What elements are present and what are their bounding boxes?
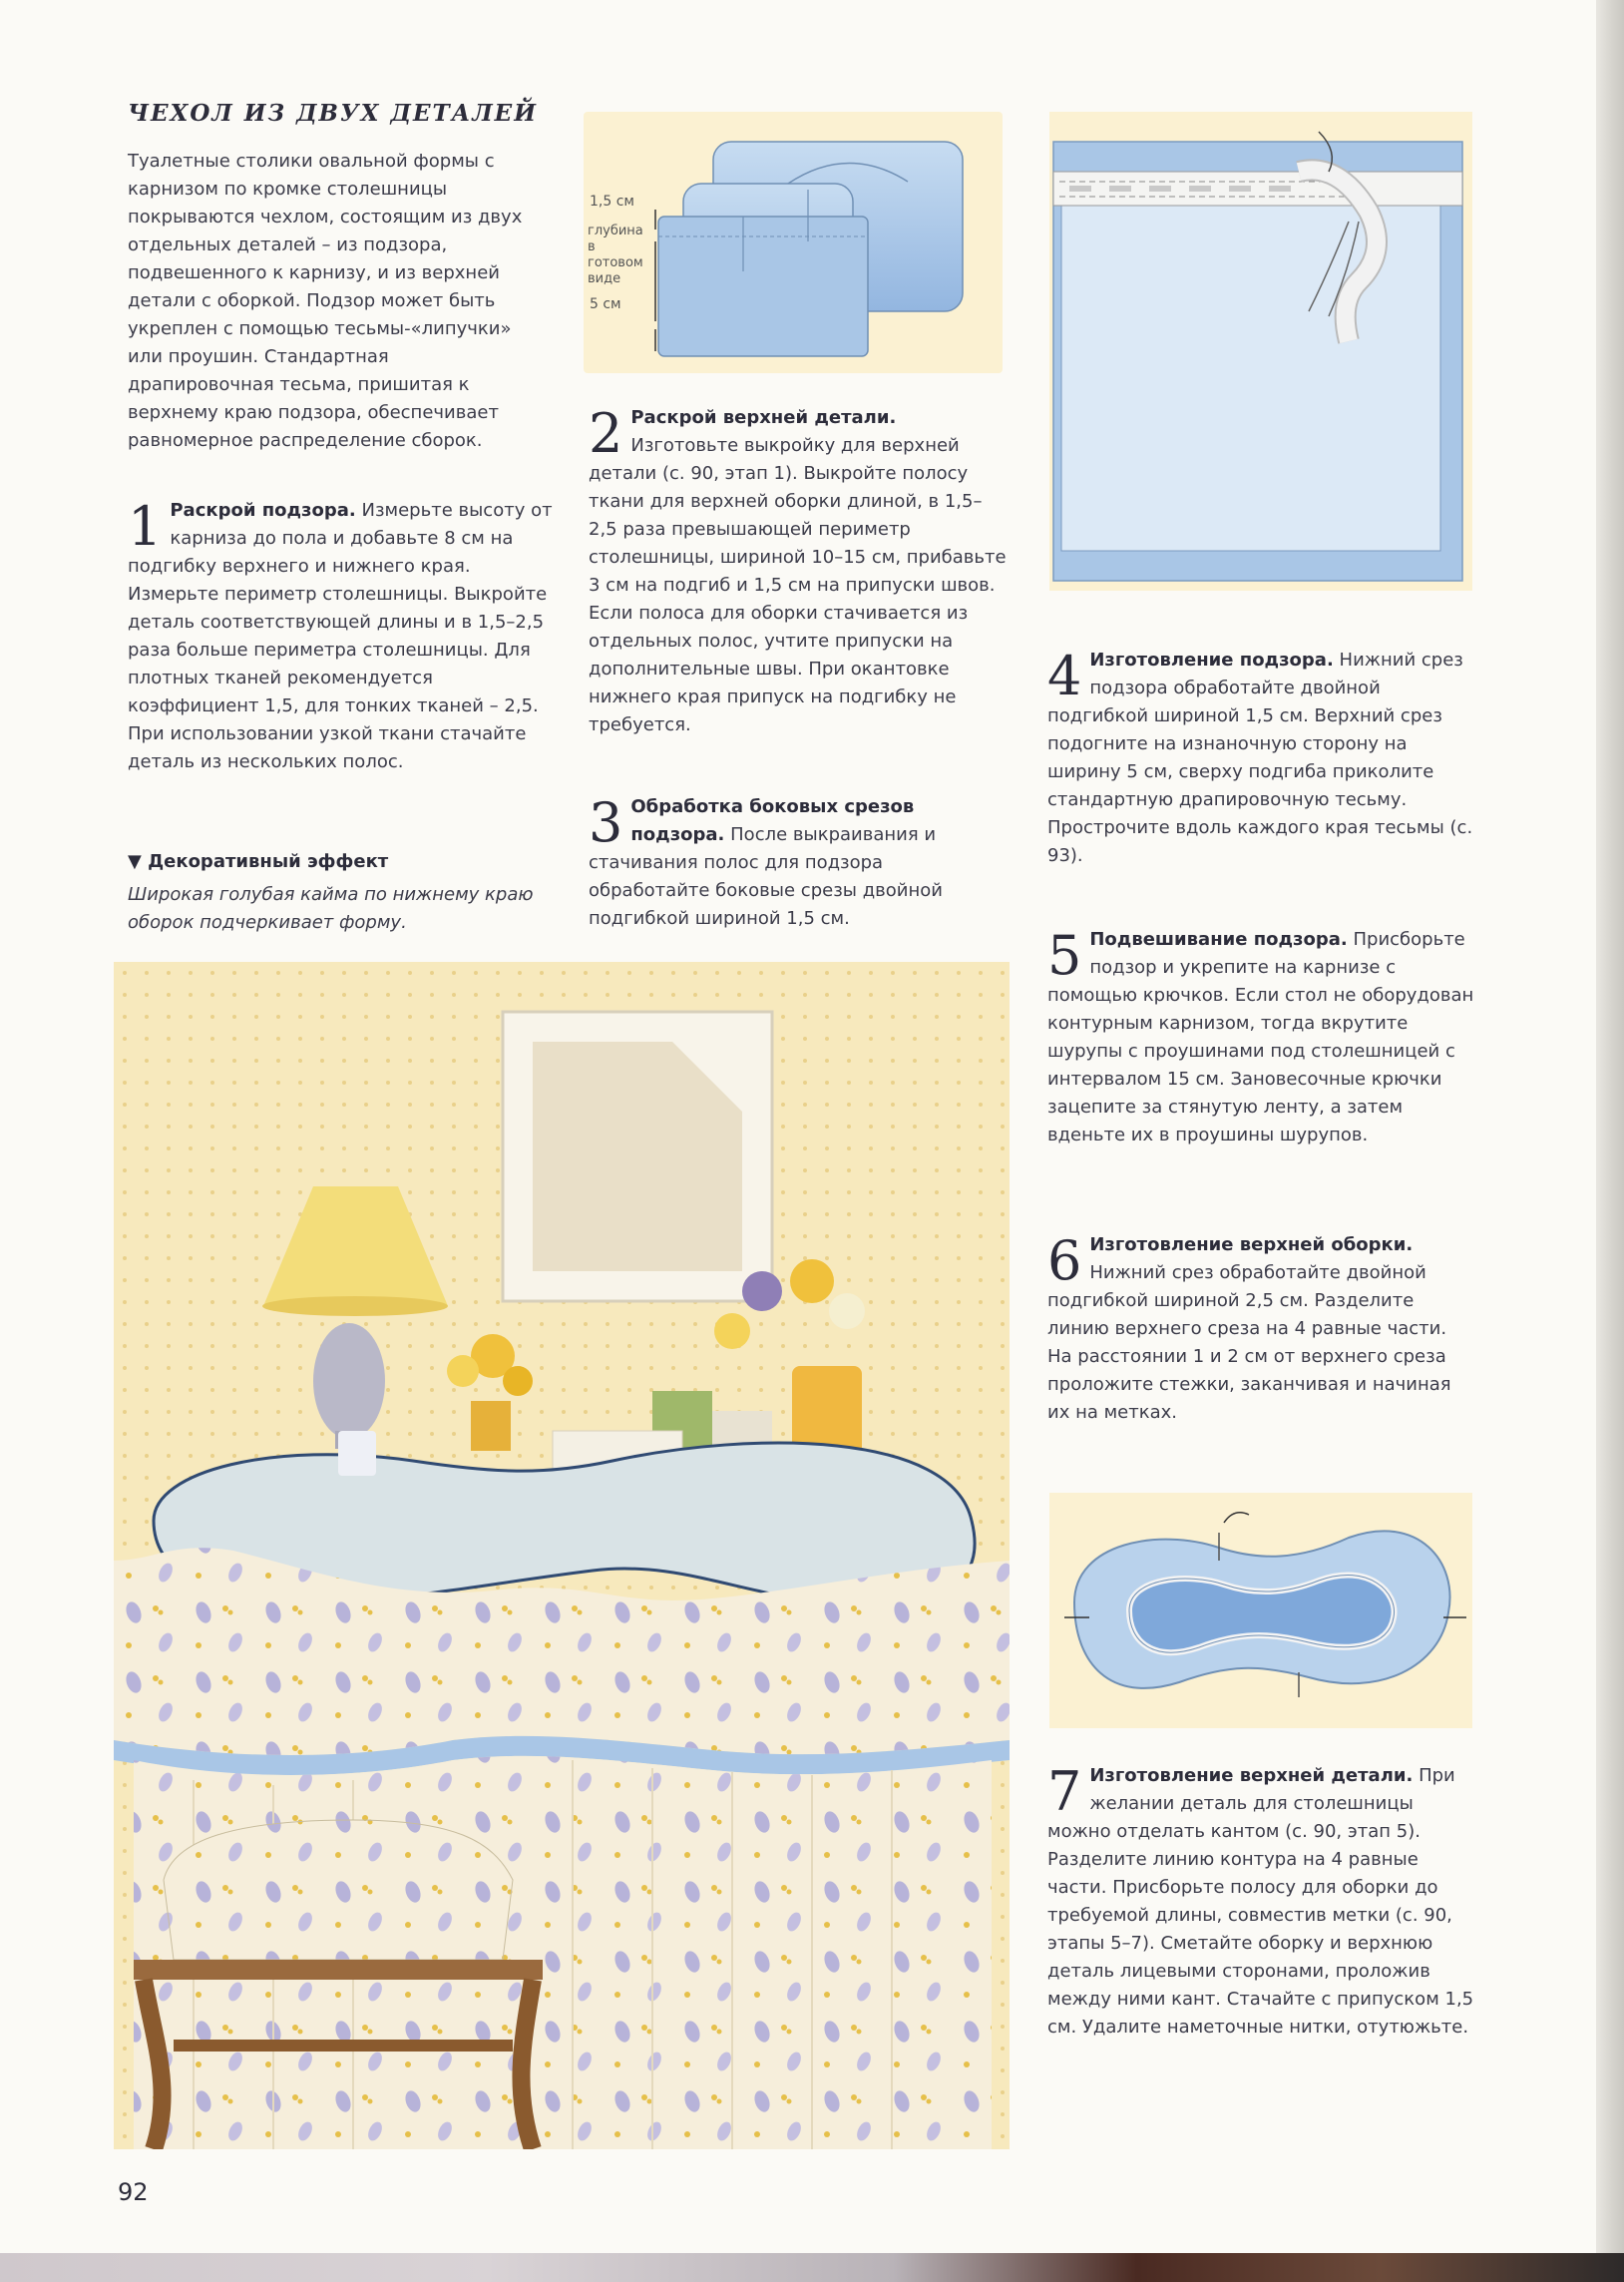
page-number: 92 [118, 2178, 149, 2206]
step-1 [128, 497, 559, 776]
label-1-5cm: 1,5 см [590, 194, 634, 210]
step-5-text: Присборьте подзор и укрепите на карнизе с помощью крючков. Если стол не оборудован контурным карнизом, тогда вкрутите шурупы с проушинами под столешницей с интервалом 15 см. Зановесочные крючки зацепите за стянутую ленту, а затем вденьте их в проушины шурупов. [1047, 929, 1474, 1145]
intro-text: Туалетные столики овальной формы с карнизом по кромке столешницы покрываются чехлом, состоящим из двух отдельных деталей – из подзора, подвешенного к карнизу, и из верхней детали с оборкой. Подзор может быть укреплен с помощью тесьмы-«липучки» или проушин. Стандартная драпировочная тесьма, пришитая к верхнему краю подзора, обеспечивает равномерное распределение сборок. [128, 151, 523, 451]
heading-tape-drawing [1049, 112, 1472, 591]
step-2-number: 2 [589, 402, 623, 465]
step-7-text: При желании деталь для столешницы можно отделать кантом (с. 90, этап 5). Разделите линию контура на 4 равные части. Присборьте полосу для оборки до требуемой длины, совместив метки (с. 90, этапы 5–7). Сметайте оборку и верхнюю деталь лицевыми сторонами, проложив между ними кант. Стачайте с припуском 1,5 см. Удалите наметочные нитки, отутюжьте. [1047, 1765, 1474, 2038]
scan-edge [0, 2253, 1624, 2282]
step-3-number: 3 [589, 791, 623, 854]
step-4-text: Нижний срез подзора обработайте двойной подгибкой шириной 1,5 см. Верхний срез подогните на изнаночную сторону на ширину 5 см, сверху подгиба приколите стандартную драпировочную тесьму. Прострочите вдоль каждого края тесьмы (с. 93). [1047, 650, 1473, 866]
step-4-title: Изготовление подзора. [1089, 650, 1334, 671]
step-6 [1047, 1231, 1476, 1427]
label-depth: глубина в готовом виде [588, 224, 643, 286]
top-ruffle-drawing [1049, 1493, 1472, 1728]
dressing-table-photo-drawing [114, 962, 1010, 2149]
book-spine [1596, 0, 1624, 2282]
step-7-number: 7 [1047, 1760, 1082, 1823]
step-1-text: Измерьте высоту от карниза до пола и добавьте 8 см на подгибку верхнего и нижнего края. Измерьте периметр столешницы. Выкройте деталь соответствующей длины и в 1,5–2,5 раза больше периметра столешницы. Для плотных тканей рекомендуется коэффициент 1,5, для тонких тканей – 2,5. При использовании узкой ткани стачайте деталь из нескольких полос. [128, 500, 553, 772]
step-7 [1047, 1762, 1476, 2042]
step-6-number: 6 [1047, 1229, 1082, 1292]
step-2-title: Раскрой верхней детали. [630, 407, 897, 428]
diagram-heading-tape [1049, 112, 1472, 591]
dressing-table-photo [114, 962, 1010, 2149]
caption-title: ▼ Декоративный эффект [128, 851, 389, 872]
step-5-title: Подвешивание подзора. [1089, 929, 1348, 950]
diagram-panel-fold [584, 112, 1003, 373]
step-5-number: 5 [1047, 924, 1082, 987]
diagram-top-with-ruffle [1049, 1493, 1472, 1728]
step-1-title: Раскрой подзора. [170, 500, 356, 521]
step-6-text: Нижний срез обработайте двойной подгибкой шириной 2,5 см. Разделите линию верхнего среза на 4 равные части. На расстоянии 1 и 2 см от верхнего среза проложите стежки, заканчивая и начиная их на метках. [1047, 1262, 1451, 1423]
step-2 [589, 404, 1008, 739]
step-1-number: 1 [128, 495, 163, 558]
step-2-text: Изготовьте выкройку для верхней детали (с. 90, этап 1). Выкройте полосу ткани для верхней оборки длиной, в 1,5–2,5 раза превышающей периметр столешницы, шириной 10–15 см, прибавьте 3 см на подгиб и 1,5 см на припуски швов. Если полоса для оборки стачивается из отдельных полос, учтите припуски на дополнительные швы. При окантовке нижнего края припуск на подгибку не требуется. [589, 435, 1007, 735]
section-heading: ЧЕХОЛ ИЗ ДВУХ ДЕТАЛЕЙ [128, 100, 538, 127]
step-3-text: После выкраивания и стачивания полос для подзора обработайте боковые срезы двойной подгибкой шириной 1,5 см. [589, 824, 943, 929]
step-5 [1047, 926, 1476, 1149]
step-4 [1047, 647, 1476, 870]
step-4-number: 4 [1047, 645, 1082, 707]
step-6-title: Изготовление верхней оборки. [1089, 1234, 1414, 1255]
step-3-title: Обработка боковых срезов подзора. [630, 796, 915, 845]
label-5cm: 5 см [590, 296, 621, 312]
step-7-title: Изготовление верхней детали. [1089, 1765, 1414, 1786]
step-3 [589, 793, 1008, 933]
caption-text: Широкая голубая кайма по нижнему краю оборок подчеркивает форму. [128, 884, 534, 933]
